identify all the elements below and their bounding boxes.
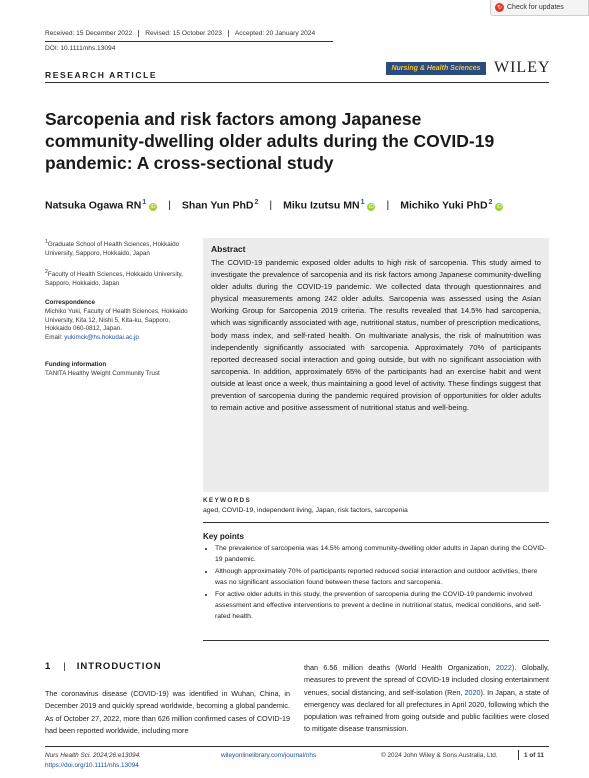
affiliation-1 [45, 238, 195, 259]
correspondence-heading: Correspondence [45, 299, 96, 306]
journal-logo: Nursing & Health Sciences [386, 62, 486, 75]
author-separator: | [168, 199, 171, 212]
check-for-updates-button[interactable] [490, 0, 589, 16]
footer-copyright: © 2024 John Wiley & Sons Australia, Ltd. [381, 752, 498, 759]
footer-journal [221, 751, 316, 761]
funding-block [45, 361, 195, 379]
citation-text: Nurs Health Sci. 2024;26:e13094. [45, 752, 141, 759]
intro-column-2 [304, 662, 549, 736]
author-affiliation-sup: 2 [488, 199, 493, 206]
author-separator: | [269, 199, 273, 212]
journal-link[interactable]: wileyonlinelibrary.com/journal/nhs [221, 752, 317, 759]
section-heading-introduction [45, 661, 162, 672]
article-dates [45, 30, 321, 37]
section-number: 1 [45, 661, 52, 672]
doi-link[interactable]: https://doi.org/10.1111/nhs.13094 [45, 761, 139, 769]
key-points-divider [203, 522, 549, 523]
abstract-box [203, 238, 549, 492]
key-points-heading: Key points [203, 532, 244, 541]
author-affiliation-sup: 1 [142, 199, 147, 206]
author-name: Natsuka Ogawa RN [45, 199, 142, 212]
orcid-icon[interactable]: iD [369, 203, 374, 210]
author-affiliation-sup: 1 [360, 199, 365, 206]
author-name: Shan Yun PhD [181, 199, 254, 212]
article-title: Sarcopenia and risk factors among Japanese community-dwelling older adults during the COVID-19 pandemic: A cross-sectional study [45, 109, 495, 173]
correspondence-block [45, 299, 195, 343]
check-for-updates-label: Check for updates [507, 4, 564, 11]
accepted-date: Accepted: 20 January 2024 [228, 30, 321, 37]
author-name: Michiko Yuki PhD [400, 199, 488, 212]
refresh-icon: ↻ [496, 5, 503, 11]
orcid-icon[interactable]: iD [497, 203, 502, 210]
citation-link[interactable]: 2020 [464, 687, 481, 697]
citation-link[interactable]: 2022 [495, 663, 512, 672]
orcid-icon[interactable]: iD [150, 203, 156, 210]
affiliation-sup: 1 [45, 239, 48, 245]
author-separator: | [386, 199, 390, 212]
intro-text: ). Globally, measures to prevent the spread of COVID-19 included closing entertainment venues, social distancing, and self-isolation (Ren, [304, 663, 549, 697]
header-divider [45, 82, 549, 83]
footer-citation [45, 751, 141, 770]
key-point-item: • For active older adults in this study, the prevention of sarcopenia during the COVID-19 pandemic involved assessment and effective interventions to prevent a decline in nutritional status, medical conditions, and self-rated health. [215, 590, 549, 622]
revised-date: Revised: 15 October 2023 [138, 30, 228, 37]
correspondence-text: Michiko Yuki, Faculty of Health Sciences, Hokkaido University, Kita 12, Nishi 5, Kita-ku, Sapporo, Hokkaido 060-0812, Japan. [45, 307, 188, 333]
author-3[interactable] [283, 199, 375, 212]
affiliation-text: Graduate School of Health Sciences, Hokkaido University, Sapporo, Hokkaido, Japan [45, 241, 180, 257]
intro-text: ). In Japan, a state of emergency was declared for all prefectures in April 2020, following which the population was refrained from going outside and public facilities were closed to mitigate disease transmission. [304, 687, 549, 734]
affiliation-sup: 2 [45, 269, 48, 275]
funding-heading: Funding information [45, 361, 107, 368]
author-name: Miku Izutsu MN [283, 199, 360, 212]
key-point-item: • Although approximately 70% of participants reported reduced social interaction and outdoor activities, there was no significant association found between these factors and sarcopenia. [215, 567, 549, 588]
author-4[interactable] [400, 199, 503, 212]
section-title: INTRODUCTION [76, 661, 162, 672]
key-points-bottom-divider [203, 640, 549, 641]
funding-text: TANITA Healthy Weight Community Trust [45, 369, 160, 377]
author-affiliation-sup: 2 [254, 199, 259, 206]
affiliation-2 [45, 268, 195, 289]
keywords-heading: KEYWORDS [203, 497, 252, 504]
footer-page-divider [518, 750, 519, 760]
publisher-logo: WILEY [494, 59, 551, 76]
author-list [45, 199, 503, 212]
abstract-text: The COVID-19 pandemic exposed older adults to high risk of sarcopenia. This study aimed to investigate the prevalence of sarcopenia and its risk factors among Japanese community-dwelling older adults during the COVID-19 pandemic. We collected data through questionnaires and physical measurements among 242 older adults. Sarcopenia was assessed using the Asian Working Group for Sarcopenia 2019 criteria. The results revealed that 14.5% had sarcopenia, which was significantly associated with age, nutritional status, number of prescription medications, body mass index, and self-rated health. On multivariate analysis, the risk of malnutrition was independently significantly associated with sarcopenia. Approximately 70% of participants reported decreased social interaction and going outside, but with no significant association with sarcopenia. In addition, approximately 65% of the participants had an exercise habit and went outside at least once a week, thus maintaining a good level of activity. These findings suggest that prevention of sarcopenia during the pandemic required provision of opportunities for older adults to remain active and positive assessment of nutritional status and well-being. [211, 258, 541, 413]
author-1[interactable] [45, 199, 157, 212]
received-date: Received: 15 December 2022 [45, 30, 133, 37]
section-bar: | [63, 661, 67, 672]
email-link[interactable]: yukimck@hs.hokudai.ac.jp [64, 334, 139, 342]
keywords-text: aged, COVID-19, independent living, Japan, risk factors, sarcopenia [203, 507, 408, 514]
intro-column-1: The coronavirus disease (COVID-19) was identified in Wuhan, China, in December 2019 and quickly spread worldwide, becoming a global pandemic. As of October 27, 2022, more than 626 million confirmed cases of COVID-19 had been reported worldwide, including more [45, 689, 290, 735]
article-type: RESEARCH ARTICLE [45, 70, 158, 80]
email-label: Email: [45, 334, 65, 342]
key-points [203, 532, 549, 624]
affiliation-text: Faculty of Health Sciences, Hokkaido University, Sapporo, Hokkaido, Japan [45, 271, 183, 287]
abstract-heading: Abstract [211, 244, 246, 254]
key-point-item: • The prevalence of sarcopenia was 14.5% among community-dwelling older adults in Japan during the COVID-19 pandemic. [215, 544, 549, 565]
footer-divider [45, 746, 549, 747]
author-2[interactable] [182, 199, 258, 212]
dates-divider [45, 41, 333, 42]
page-number: 1 of 11 [524, 752, 544, 759]
intro-text: than 6.56 million deaths (World Health Organization, [304, 663, 496, 672]
doi: DOI: 10.1111/nhs.13094 [45, 45, 116, 52]
